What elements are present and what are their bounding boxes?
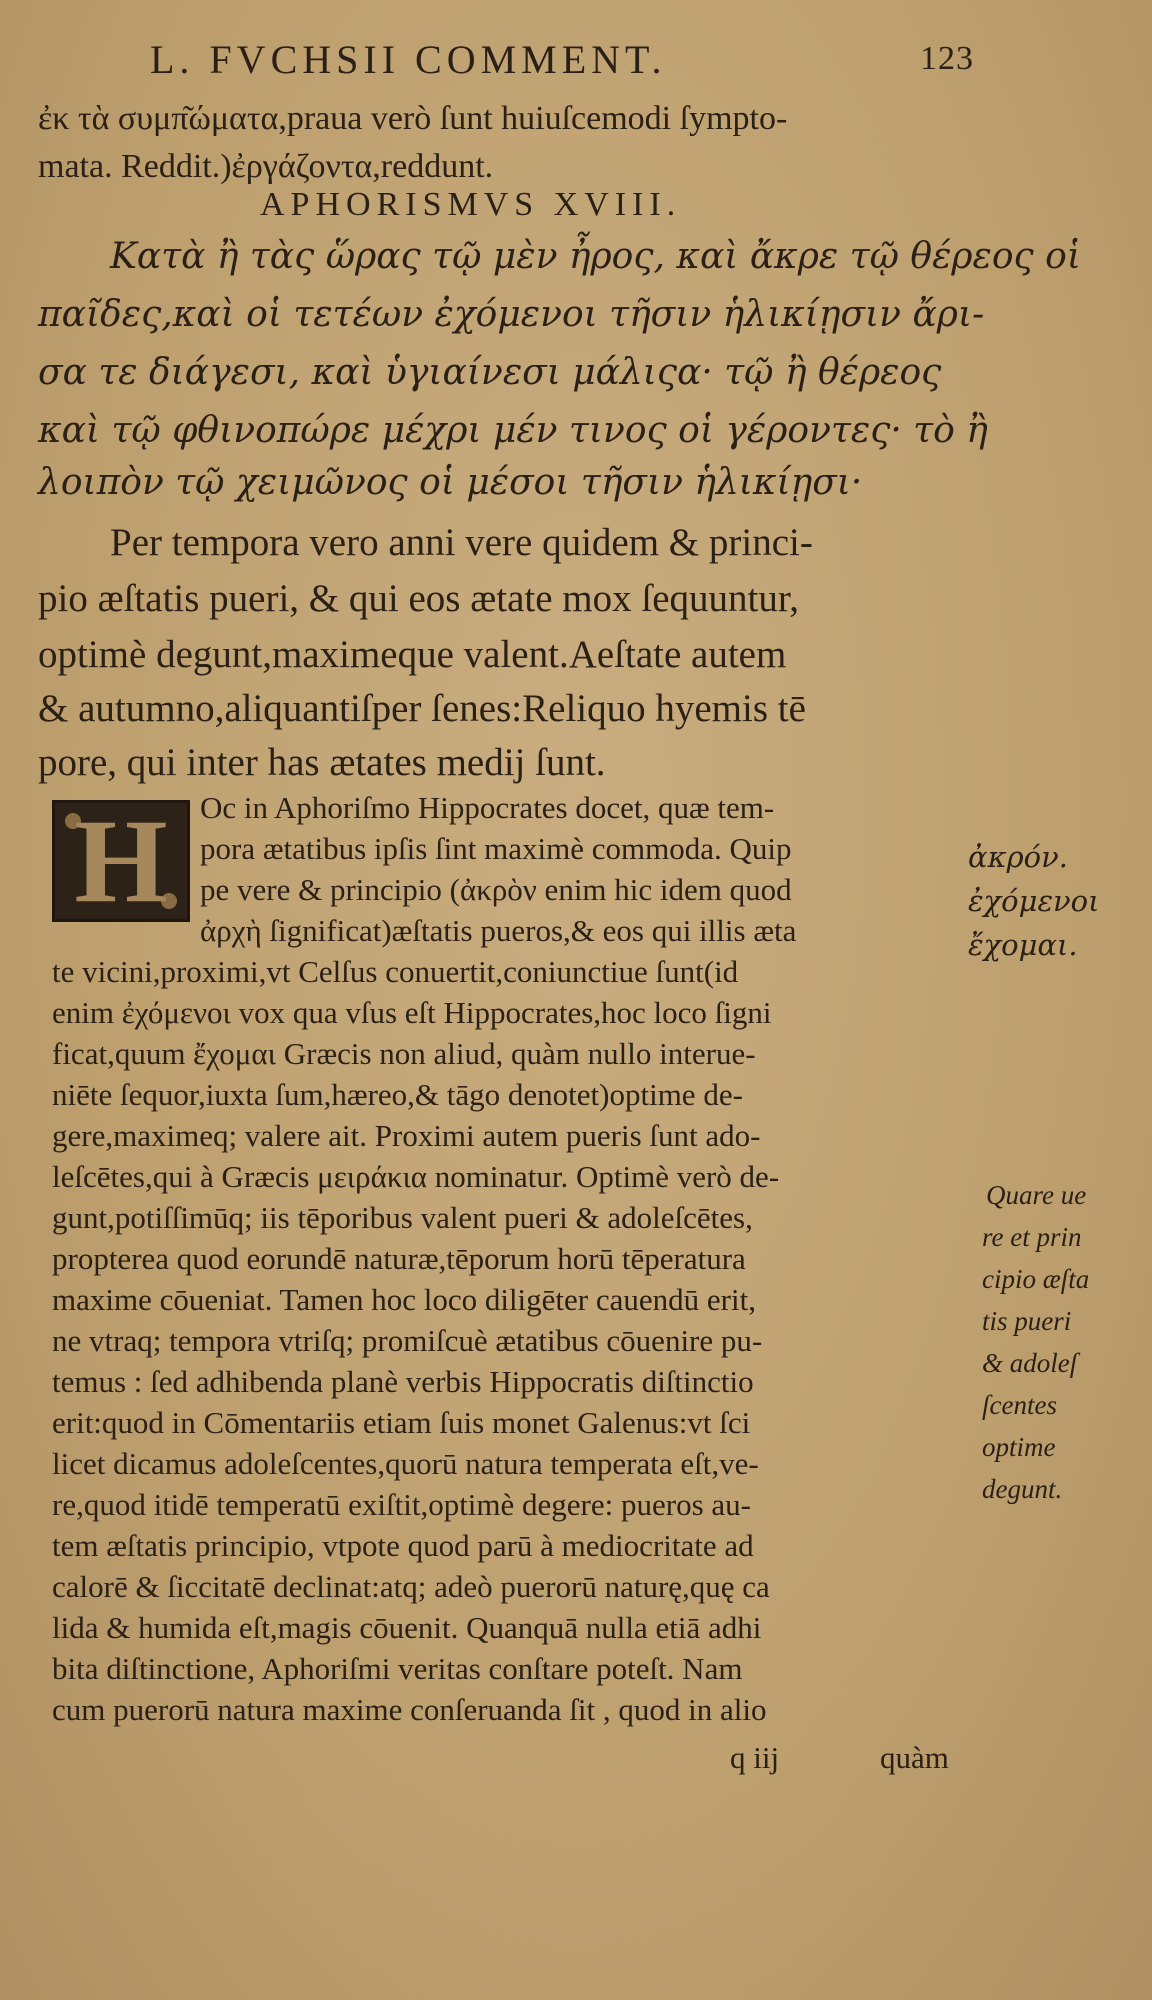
commentary-line: enim ἐχόμενοι vox qua vſus eſt Hippocrates,hoc loco ſigni xyxy=(52,995,772,1030)
latin-line: & autumno,aliquantiſper ſenes:Reliquo hyemis tē xyxy=(38,687,806,730)
margin-greek-note: ἐχόμενοι xyxy=(968,884,1100,918)
commentary-line: temus : ſed adhibenda planè verbis Hippocratis diſtinctio xyxy=(52,1364,754,1399)
commentary-line: pora ætatibus ipſis ſint maximè commoda. Quip xyxy=(200,831,792,866)
commentary-line: leſcētes,qui à Græcis μειράκια nominatur. Optimè verò de- xyxy=(52,1159,780,1194)
commentary-line: ne vtraq; tempora vtriſq; promiſcuè ætatibus cōuenire pu- xyxy=(52,1323,763,1358)
margin-greek-note: ἀκρόν. xyxy=(968,840,1068,874)
decorated-initial-h xyxy=(52,794,190,927)
margin-latin-note: cipio æſta xyxy=(982,1264,1090,1294)
page-number: 123 xyxy=(920,40,974,77)
margin-latin-note: optime xyxy=(982,1432,1056,1462)
commentary-line: Oc in Aphoriſmo Hippocrates docet, quæ tem- xyxy=(200,790,775,825)
greek-line: Κατὰ ἢ τὰς ὥρας τῷ μὲν ἦρος, καὶ ἄκρε τῷ θέρεος οἱ xyxy=(110,236,1081,277)
latin-line: Per tempora vero anni vere quidem & princi- xyxy=(110,521,813,564)
commentary-line: ficat,quum ἔχομαι Græcis non aliud, quàm nullo interue- xyxy=(52,1036,756,1071)
commentary-line: niēte ſequor,iuxta ſum,hæreo,& tāgo denotet)optime de- xyxy=(52,1077,743,1112)
latin-line: pore, qui inter has ætates medij ſunt. xyxy=(38,741,606,784)
margin-latin-note: ſcentes xyxy=(982,1390,1057,1420)
commentary-line: gunt,potiſſimūq; iis tēporibus valent pueri & adoleſcētes, xyxy=(52,1200,753,1235)
commentary-line: bita diſtinctione, Aphoriſmi veritas conſtare poteſt. Nam xyxy=(52,1651,743,1686)
signature-mark: q iij xyxy=(730,1740,780,1775)
greek-line: λοιπὸν τῷ χειμῶνος οἱ μέσοι τῆσιν ἡλικίῃσι· xyxy=(38,462,863,503)
margin-greek-note: ἔχομαι. xyxy=(968,928,1078,962)
commentary-line: calorē & ſiccitatē declinat:atq; adeò puerorū naturę,quę ca xyxy=(52,1569,770,1604)
greek-line: σα τε διάγεσι, καὶ ὑγιαίνεσι μάλιςα· τῷ ἢ θέρεος xyxy=(38,352,942,393)
commentary-line: propterea quod eorundē naturæ,tēporum horū tēperatura xyxy=(52,1241,746,1276)
catchword: quàm xyxy=(880,1740,949,1775)
top-line: mata. Reddit.)ἐργάζοντα,reddunt. xyxy=(38,148,494,185)
commentary-line: ἀρχὴ ſignificat)æſtatis pueros,& eos qui illis æta xyxy=(200,913,797,948)
commentary-line: cum puerorū natura maxime conſeruanda ſit , quod in alio xyxy=(52,1692,767,1727)
aphorism-heading: APHORISMVS XVIII. xyxy=(260,186,682,223)
margin-latin-note: tis pueri xyxy=(982,1306,1072,1336)
latin-line: optimè degunt,maximeque valent.Aeſtate autem xyxy=(38,633,787,676)
commentary-line: te vicini,proximi,vt Celſus conuertit,coniunctiue ſunt(id xyxy=(52,954,739,989)
top-line: ἐκ τὰ συμπ͂ώματα,praua verò ſunt huiuſcemodi ſympto- xyxy=(38,100,788,137)
margin-latin-note: & adoleſ xyxy=(982,1348,1078,1378)
commentary-line: erit:quod in Cōmentariis etiam ſuis monet Galenus:vt ſci xyxy=(52,1405,751,1440)
running-title: L. FVCHSII COMMENT. xyxy=(150,37,667,82)
margin-latin-note: Quare ue xyxy=(986,1180,1087,1210)
commentary-line: tem æſtatis principio, vtpote quod parū à mediocritate ad xyxy=(52,1528,754,1563)
commentary-line: pe vere & principio (ἀκρὸν enim hic idem quod xyxy=(200,872,792,907)
latin-line: pio æſtatis pueri, & qui eos ætate mox ſequuntur, xyxy=(38,577,800,620)
greek-line: καὶ τῷ φθινοπώρε μέχρι μέν τινος οἱ γέροντες· τὸ ἢ xyxy=(38,410,988,451)
greek-line: παῖδες,καὶ οἱ τετέων ἐχόμενοι τῆσιν ἡλικίῃσιν ἄρι- xyxy=(38,294,985,335)
commentary-line: maxime cōueniat. Tamen hoc loco diligēter cauendū erit, xyxy=(52,1282,756,1317)
commentary-line: licet dicamus adoleſcentes,quorū natura temperata eſt,ve- xyxy=(52,1446,759,1481)
commentary-line: gere,maximeq; valere ait. Proximi autem pueris ſunt ado- xyxy=(52,1118,761,1153)
margin-latin-note: re et prin xyxy=(982,1222,1082,1252)
commentary-line: lida & humida eſt,magis cōuenit. Quanquā nulla etiā adhi xyxy=(52,1610,762,1645)
commentary-line: re,quod itidē temperatū exiſtit,optimè degere: pueros au- xyxy=(52,1487,751,1522)
margin-latin-note: degunt. xyxy=(982,1474,1063,1504)
initial-letter-h-icon: H xyxy=(74,794,168,927)
